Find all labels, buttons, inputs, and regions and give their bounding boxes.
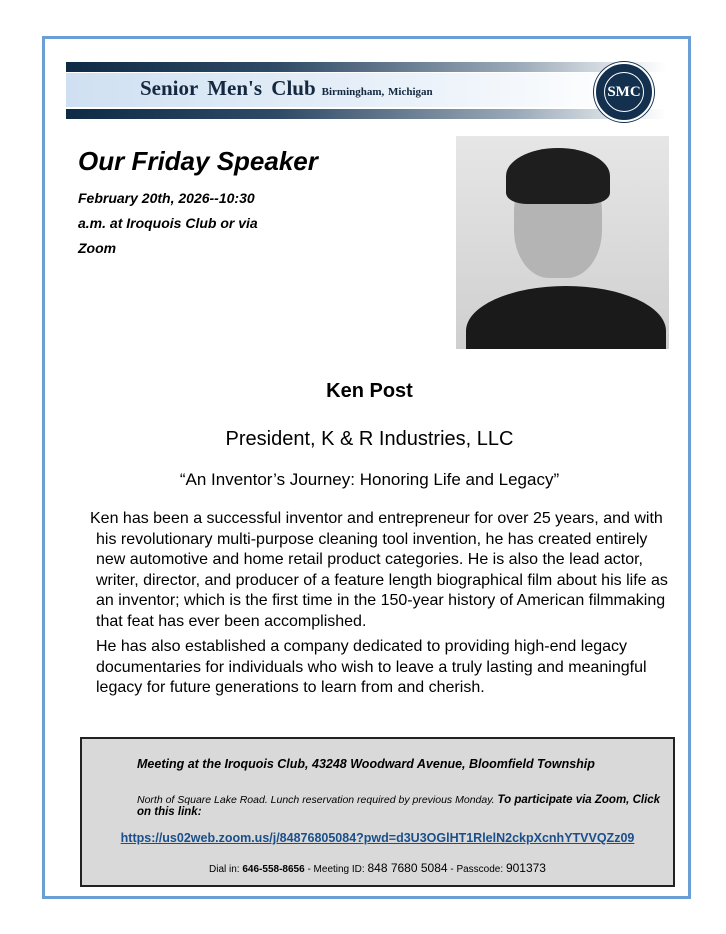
note-text: North of Square Lake Road. Lunch reservation required by previous Monday.	[137, 794, 495, 806]
bio-paragraph	[90, 509, 676, 633]
date-line: February 20th, 2026--10:30	[78, 190, 255, 206]
id-label: - Meeting ID:	[307, 864, 365, 875]
meeting-note	[137, 794, 677, 818]
dial-label: Dial in:	[209, 864, 240, 875]
bio-text: Ken has been a successful inventor and entrepreneur for over 25 years, and with his revolutionary multi-purpose cleaning tool invention, he has created entirely new automotive and home retail product categories. He is also the lead actor, writer, director, and producer of a feature length biographical film about his life as an inventor; which is the first time in the 150-year history of American filmmaking that feat has ever been accomplished.	[90, 510, 668, 630]
page-title: Our Friday Speaker	[78, 146, 318, 176]
date-line: Zoom	[78, 240, 117, 256]
passcode-label: - Passcode:	[450, 864, 504, 875]
meeting-info-box	[80, 737, 675, 887]
talk-title: “An Inventor’s Journey: Honoring Life and Legacy”	[179, 470, 560, 489]
meeting-location: Meeting at the Iroquois Club, 43248 Woodward Avenue, Bloomfield Township	[137, 757, 595, 771]
zoom-prompt: To participate via Zoom, Click on this link:	[137, 794, 661, 818]
club-logo	[594, 62, 654, 122]
dial-number: 646-558-8656	[242, 864, 305, 875]
header-bar-bottom	[66, 109, 666, 119]
bio-text: He has also established a company dedicated to providing high-end legacy documentaries for individuals who wish to leave a truly lasting and meaningful legacy for future generations to learn from and cherish.	[96, 638, 647, 697]
speaker-photo	[456, 136, 669, 349]
speaker-title: President, K & R Industries, LLC	[225, 428, 514, 450]
zoom-link[interactable]: https://us02web.zoom.us/j/84876805084?pwd=d3U3OGlHT1RlelN2ckpXcnhYTVVQZz09	[120, 831, 635, 845]
speaker-name: Ken Post	[326, 380, 413, 402]
dial-in-info	[82, 861, 673, 875]
bio-paragraph	[96, 637, 676, 699]
logo-text: SMC	[604, 72, 644, 112]
club-name	[140, 76, 433, 101]
header-bar-top	[66, 62, 666, 72]
event-date	[78, 186, 278, 261]
passcode: 901373	[505, 861, 546, 875]
club-city: Birmingham, Michigan	[321, 86, 433, 98]
date-line: a.m. at Iroquois Club or via	[78, 215, 258, 231]
meeting-id: 848 7680 5084	[367, 861, 448, 875]
club-title: Senior Men's Club	[140, 76, 316, 100]
